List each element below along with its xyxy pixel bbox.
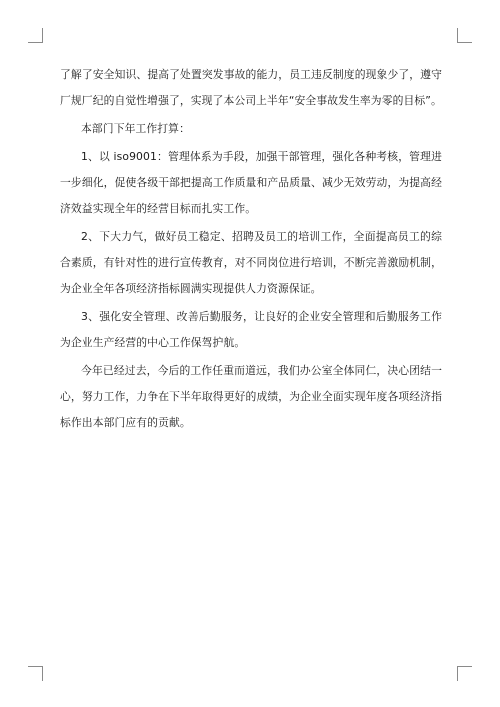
corner-mark-bottom-right xyxy=(457,666,472,681)
corner-mark-top-left xyxy=(28,28,43,43)
paragraph-conclusion: 今年已经过去，今后的工作任重而道远，我们办公室全体同仁，决心团结一心，努力工作，力争在下半年取得更好的成绩，为企业全面实现年度各项经济指标作出本部门应有的贡献。 xyxy=(60,364,442,429)
document-body xyxy=(60,62,442,436)
corner-mark-top-right xyxy=(457,28,472,43)
paragraph-plan-item-3: 3、强化安全管理、改善后勤服务，让良好的企业安全管理和后勤服务工作为企业生产经营的中心工作保驾护航。 xyxy=(60,310,442,349)
paragraph-plan-item-2: 2、下大力气，做好员工稳定、招聘及员工的培训工作，全面提高员工的综合素质，有针对性的进行宣传教育，对不同岗位进行培训，不断完善激励机制，为企业全年各项经济指标圆满实现提供人力资源保证。 xyxy=(60,230,442,295)
paragraph-continuation: 了解了安全知识、提高了处置突发事故的能力，员工违反制度的现象少了，遵守厂规厂纪的自觉性增强了，实现了本公司上半年“安全事故发生率为零的目标”。 xyxy=(60,68,442,107)
paragraph-plan-item-1: 1、以 iso9001：管理体系为手段，加强干部管理，强化各种考核，管理进一步细化，促使各级干部把提高工作质量和产品质量、减少无效劳动，为提高经济效益实现全年的经营目标而扎实工作。 xyxy=(60,150,442,215)
corner-mark-bottom-left xyxy=(28,666,43,681)
paragraph-plan-heading: 本部门下年工作打算： xyxy=(81,122,190,135)
